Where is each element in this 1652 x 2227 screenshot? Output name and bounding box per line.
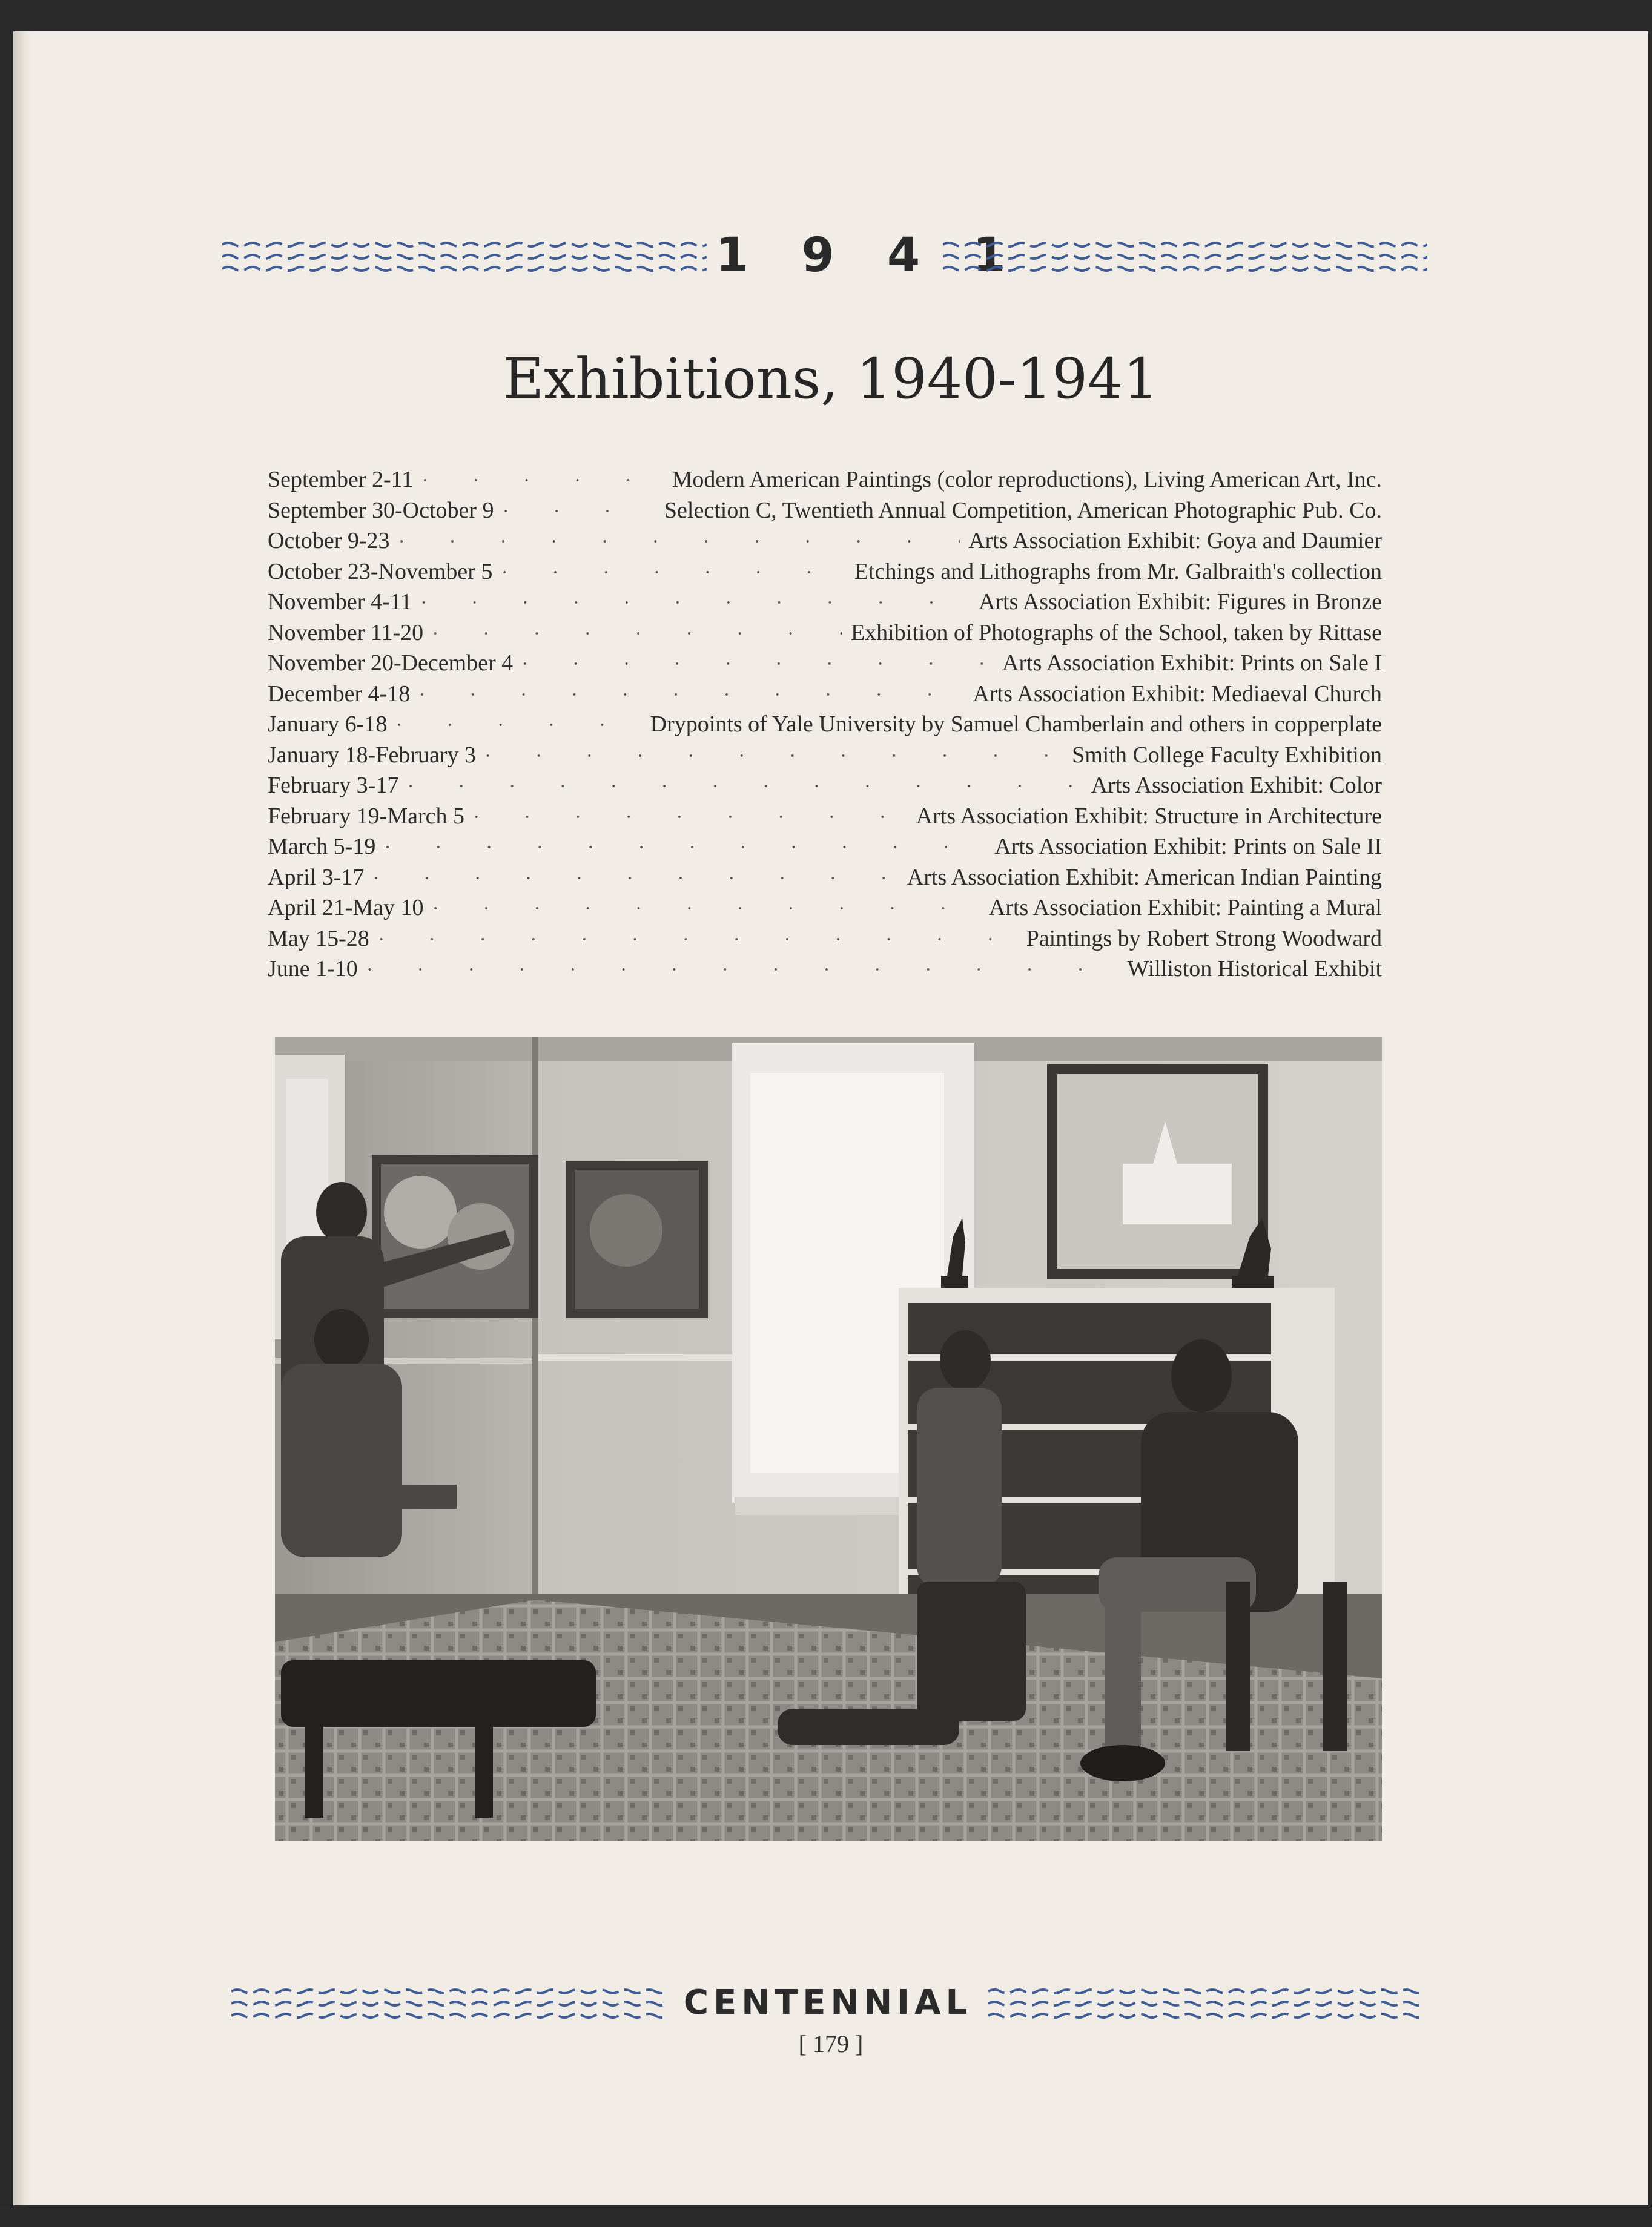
exhibition-date: May 15-28	[268, 925, 369, 951]
exhibition-row	[268, 497, 1382, 528]
exhibition-description: Arts Association Exhibit: Goya and Daumier	[968, 528, 1382, 553]
dot-leader	[378, 928, 1018, 951]
exhibition-row	[268, 589, 1382, 619]
exhibition-date: September 30-October 9	[268, 497, 494, 523]
exhibition-description: Arts Association Exhibit: Prints on Sale I	[1002, 650, 1382, 676]
dot-leader	[418, 684, 964, 707]
scan-bottom-edge	[0, 2205, 1652, 2227]
exhibition-description: Drypoints of Yale University by Samuel Chamberlain and others in copperplate	[650, 711, 1382, 737]
exhibition-row	[268, 894, 1382, 925]
exhibitions-list	[268, 466, 1382, 986]
exhibition-description: Arts Association Exhibit: Painting a Mural	[988, 895, 1382, 920]
exhibition-date: April 21-May 10	[268, 895, 424, 920]
exhibition-description: Arts Association Exhibit: American Indian Painting	[907, 864, 1382, 890]
exhibition-row	[268, 772, 1382, 803]
exhibition-description: Selection C, Twentieth Annual Competition, American Photographic Pub. Co.	[664, 497, 1382, 523]
dot-leader	[420, 592, 970, 615]
exhibition-date: November 11-20	[268, 619, 424, 645]
exhibition-row	[268, 650, 1382, 681]
wave-ornament-left	[222, 231, 707, 280]
dot-leader	[473, 806, 908, 829]
exhibition-date: November 4-11	[268, 589, 412, 615]
dot-leader	[421, 469, 663, 492]
exhibition-row	[268, 925, 1382, 956]
exhibition-date: November 20-December 4	[268, 650, 514, 676]
exhibition-row	[268, 558, 1382, 589]
page-title: Exhibitions, 1940-1941	[503, 346, 1159, 411]
dot-leader	[372, 867, 898, 890]
exhibition-date: December 4-18	[268, 681, 411, 707]
exhibition-row	[268, 527, 1382, 558]
footer-banner	[231, 1966, 1436, 2039]
dot-leader	[521, 653, 994, 676]
header-banner	[222, 213, 1427, 298]
exhibition-row	[268, 864, 1382, 895]
page-number: [ 179 ]	[798, 2030, 864, 2057]
exhibition-date: October 9-23	[268, 528, 390, 553]
exhibition-description: Williston Historical Exhibit	[1127, 956, 1382, 982]
dot-leader	[432, 622, 842, 645]
yearbook-page	[13, 31, 1648, 2205]
dot-leader	[384, 836, 986, 859]
exhibition-date: June 1-10	[268, 956, 358, 982]
exhibition-description: Paintings by Robert Strong Woodward	[1026, 925, 1382, 951]
exhibition-row	[268, 619, 1382, 650]
footer-name: CENTENNIAL	[683, 1982, 973, 2022]
dot-leader	[395, 714, 641, 737]
exhibition-row	[268, 955, 1382, 986]
gallery-photograph	[275, 1037, 1382, 1841]
exhibition-date: February 3-17	[268, 773, 399, 798]
wave-ornament-right	[988, 1978, 1424, 2027]
dot-leader	[503, 500, 656, 523]
wave-ornament-left	[231, 1978, 667, 2027]
exhibition-description: Arts Association Exhibit: Structure in Architecture	[916, 803, 1382, 829]
exhibition-date: January 6-18	[268, 711, 388, 737]
wave-ornament-right	[943, 231, 1427, 280]
dot-leader	[484, 745, 1063, 768]
dot-leader	[407, 775, 1082, 798]
exhibition-row	[268, 833, 1382, 864]
dot-leader	[398, 530, 960, 553]
exhibition-row	[268, 681, 1382, 711]
exhibition-description: Exhibition of Photographs of the School, taken by Rittase	[850, 619, 1382, 645]
exhibition-description: Modern American Paintings (color reproductions), Living American Art, Inc.	[672, 467, 1382, 492]
header-year: 1 9 4 1	[716, 228, 1024, 283]
exhibition-date: September 2-11	[268, 467, 414, 492]
dot-leader	[432, 897, 980, 920]
exhibition-description: Arts Association Exhibit: Prints on Sale II	[994, 834, 1382, 859]
exhibition-row	[268, 466, 1382, 497]
exhibition-date: April 3-17	[268, 864, 365, 890]
exhibition-date: January 18-February 3	[268, 742, 477, 768]
exhibition-date: March 5-19	[268, 834, 376, 859]
exhibition-row	[268, 742, 1382, 773]
dot-leader	[501, 561, 845, 584]
exhibition-date: February 19-March 5	[268, 803, 465, 829]
exhibition-date: October 23-November 5	[268, 558, 493, 584]
exhibition-description: Arts Association Exhibit: Mediaeval Church	[973, 681, 1382, 707]
exhibition-description: Arts Association Exhibit: Color	[1091, 773, 1382, 798]
exhibition-description: Smith College Faculty Exhibition	[1072, 742, 1382, 768]
dot-leader	[366, 958, 1119, 982]
exhibition-row	[268, 803, 1382, 834]
exhibition-description: Arts Association Exhibit: Figures in Bronze	[978, 589, 1382, 615]
exhibition-description: Etchings and Lithographs from Mr. Galbraith's collection	[854, 558, 1382, 584]
exhibition-row	[268, 711, 1382, 742]
